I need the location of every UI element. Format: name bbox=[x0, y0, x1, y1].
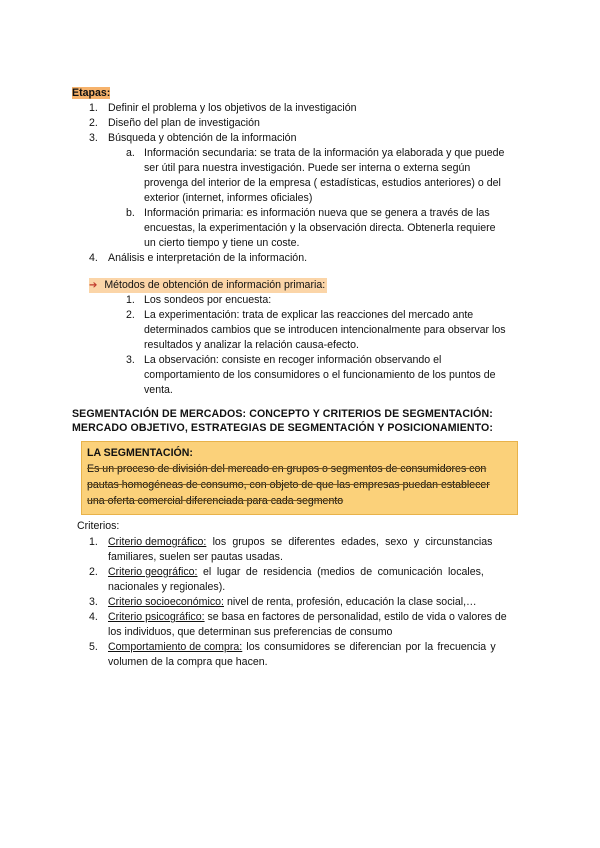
sublist-text: encuestas, la experimentación y la observación directa. Obtenerla requiere bbox=[144, 222, 496, 234]
list-item: 4. bbox=[89, 611, 98, 623]
list-item: 1. bbox=[126, 294, 135, 306]
list-item: 3. bbox=[89, 132, 98, 144]
list-item-text: Los sondeos por encuesta: bbox=[144, 294, 272, 306]
list-item-text: Comportamiento de compra: los consumidores se diferencian por la frecuencia y bbox=[108, 641, 496, 653]
list-item: 5. bbox=[89, 641, 98, 653]
metodos-heading: ➔ Métodos de obtención de información primaria: bbox=[89, 279, 326, 291]
list-item: 2. bbox=[89, 117, 98, 129]
list-item: 1. bbox=[89, 536, 98, 548]
list-item-text: volumen de la compra que hacen. bbox=[108, 656, 268, 668]
sublist-text: Información secundaria: se trata de la información ya elaborada y que puede bbox=[144, 147, 505, 159]
list-item-text: comportamiento de los consumidores o el funcionamiento de los puntos de bbox=[144, 369, 496, 381]
list-item-text: La experimentación: trata de explicar las reacciones del mercado ante bbox=[144, 309, 474, 321]
list-item-text: Criterio psicográfico: se basa en factores de personalidad, estilo de vida o valores de bbox=[108, 611, 507, 623]
list-item-text: determinados cambios que se introducen intencionalmente para observar los bbox=[144, 324, 506, 336]
list-item-text: Criterio geográfico: el lugar de residencia (medios de comunicación locales, bbox=[108, 566, 484, 578]
list-item: 3. bbox=[89, 596, 98, 608]
list-item-text: La observación: consiste en recoger información observando el bbox=[144, 354, 442, 366]
list-item-text: nacionales y regionales). bbox=[108, 581, 226, 593]
list-item-text: Diseño del plan de investigación bbox=[108, 117, 260, 129]
list-item-text: Análisis e interpretación de la información. bbox=[108, 252, 308, 264]
sublist-text: un cierto tiempo y tiene un coste. bbox=[144, 237, 300, 249]
list-item-text: Definir el problema y los objetivos de la investigación bbox=[108, 102, 357, 114]
criterios-heading: Criterios: bbox=[77, 520, 120, 532]
sublist-text: provenga del interior de la empresa ( estadísticas, estudios anteriores) o del bbox=[144, 177, 501, 189]
arrow-right-icon: ➔ bbox=[89, 280, 98, 291]
list-item: 3. bbox=[126, 354, 135, 366]
sublist-text: exterior (internet, informes oficiales) bbox=[144, 192, 313, 204]
list-item-text: venta. bbox=[144, 384, 173, 396]
box-text: Es un proceso de división del mercado en grupos o segmentos de consumidores con bbox=[87, 463, 487, 475]
list-item: 2. bbox=[126, 309, 135, 321]
box-text: pautas homogéneas de consumo, con objeto de que las empresas puedan establecer bbox=[87, 479, 490, 491]
section-title: MERCADO OBJETIVO, ESTRATEGIAS DE SEGMENTACIÓN Y POSICIONAMIENTO: bbox=[72, 422, 493, 434]
sublist-letter: a. bbox=[126, 147, 135, 159]
list-item: 4. bbox=[89, 252, 98, 264]
box-text: una oferta comercial diferenciada para cada segmento bbox=[87, 495, 344, 507]
list-item-text: los individuos, que determinan sus preferencias de consumo bbox=[108, 626, 393, 638]
list-item: 2. bbox=[89, 566, 98, 578]
section-title: SEGMENTACIÓN DE MERCADOS: CONCEPTO Y CRITERIOS DE SEGMENTACIÓN: bbox=[72, 408, 493, 420]
list-item-text: familiares, suelen ser pautas usadas. bbox=[108, 551, 283, 563]
list-item-text: Criterio socioeconómico: nivel de renta, profesión, educación la clase social,… bbox=[108, 596, 477, 608]
sublist-letter: b. bbox=[126, 207, 135, 219]
box-heading: LA SEGMENTACIÓN: bbox=[87, 447, 193, 459]
list-item-text: resultados y analizar la relación causa-efecto. bbox=[144, 339, 359, 351]
list-item-text: Búsqueda y obtención de la información bbox=[108, 132, 297, 144]
list-item: 1. bbox=[89, 102, 98, 114]
sublist-text: ser útil para nuestra investigación. Puede ser interna o externa según bbox=[144, 162, 471, 174]
etapas-heading: Etapas: bbox=[72, 87, 111, 99]
sublist-text: Información primaria: es información nueva que se genera a través de las bbox=[144, 207, 490, 219]
list-item-text: Criterio demográfico: los grupos se diferentes edades, sexo y circunstancias bbox=[108, 536, 493, 548]
